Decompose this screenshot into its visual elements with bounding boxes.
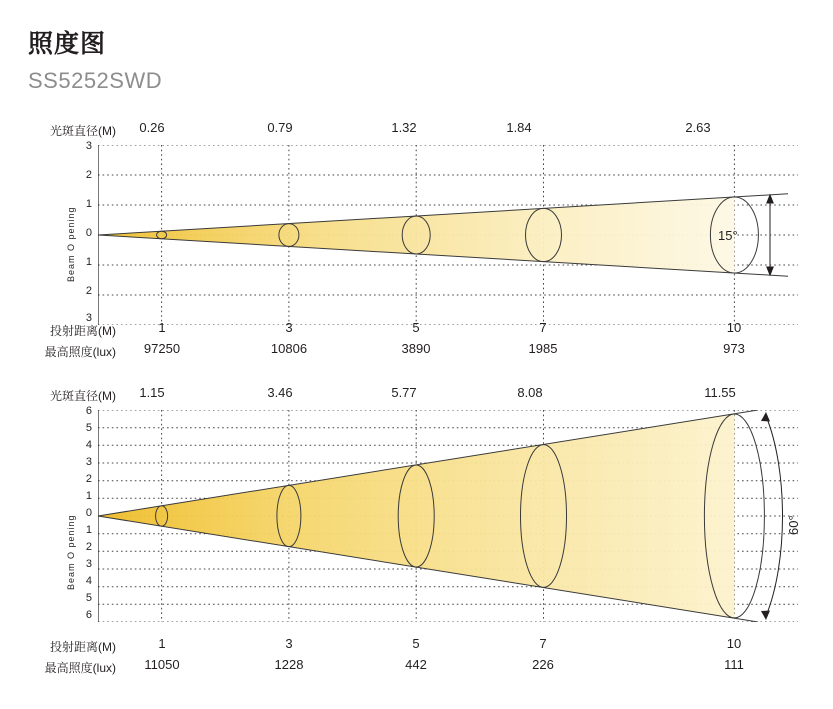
chart1-ytick-3-bottom: 3	[85, 312, 92, 324]
chart2-lux-4: 226	[532, 657, 554, 672]
chart2-lux-5: 111	[724, 657, 744, 672]
chart2-beam-cone	[98, 414, 734, 618]
chart2-lux-3: 442	[405, 657, 427, 672]
chart1-ytick-3-top: 3	[85, 140, 92, 152]
chart1-distance-5: 10	[726, 320, 742, 335]
chart2-max-lux-label: 最高照度(lux)	[44, 661, 116, 675]
chart2-ytick-3-bottom: 3	[85, 558, 92, 570]
page-title: 照度图	[28, 30, 107, 58]
chart2-ytick-5-bottom: 5	[85, 592, 92, 604]
chart1-beam-cone	[98, 197, 734, 273]
chart1-beam-diameter-value-2: 0.79	[267, 120, 293, 135]
chart2-ytick-3-top: 3	[85, 456, 92, 468]
chart1-lux-5: 973	[723, 341, 745, 356]
chart2-ytick-6-bottom: 6	[85, 609, 92, 621]
chart1-lux-3: 3890	[401, 341, 431, 356]
chart2-ytick-2-bottom: 2	[85, 541, 92, 553]
chart1-plot	[98, 145, 798, 325]
chart2-distance-3: 5	[412, 636, 420, 651]
chart1-ytick-2-bottom: 2	[85, 285, 92, 297]
chart2-beam-diameter-value-5: 11.55	[704, 385, 736, 400]
chart2-throw-distance-label: 投射距离(M)	[50, 640, 116, 654]
chart2-beam-diameter-value-2: 3.46	[267, 385, 293, 400]
chart1-distance-2: 3	[285, 320, 293, 335]
chart1-beam-diameter-value-4: 1.84	[506, 120, 532, 135]
chart2-plot	[98, 410, 798, 622]
chart2-ytick-6-top: 6	[85, 405, 92, 417]
chart1-beam-diameter-value-1: 0.26	[139, 120, 165, 135]
chart1-ytick-2-top: 2	[85, 169, 92, 181]
chart1-throw-distance-label: 投射距离(M)	[50, 324, 116, 338]
chart2-ytick-4-bottom: 4	[85, 575, 92, 587]
chart1-distance-1: 1	[158, 320, 166, 335]
chart1-distance-4: 7	[539, 320, 547, 335]
chart2-ytick-4-top: 4	[85, 439, 92, 451]
chart1-max-lux-label: 最高照度(lux)	[44, 345, 116, 359]
chart2-lux-1: 11050	[144, 657, 180, 672]
chart2-beam-diameter-label: 光斑直径(M)	[50, 389, 116, 403]
chart2-ytick-1-bottom: 1	[85, 524, 92, 536]
chart2-distance-2: 3	[285, 636, 293, 651]
chart1-lux-4: 1985	[528, 341, 558, 356]
chart1-distance-3: 5	[412, 320, 420, 335]
chart1-beam-diameter-value-5: 2.63	[685, 120, 711, 135]
chart1-lux-1: 97250	[143, 341, 181, 356]
chart2-beam-diameter-value-1: 1.15	[139, 385, 165, 400]
chart2-y-axis-label: Beam O pening	[66, 514, 76, 590]
chart1-beam-angle-label: 15°	[718, 228, 738, 243]
chart1-ytick-1-bottom: 1	[85, 256, 92, 268]
chart1-beam-diameter-value-3: 1.32	[391, 120, 417, 135]
chart1-ytick-1-top: 1	[85, 198, 92, 210]
chart2-beam-diameter-value-3: 5.77	[391, 385, 417, 400]
chart2-ytick-1-top: 1	[85, 490, 92, 502]
chart1-angle-arrow	[767, 195, 773, 275]
model-subtitle: SS5252SWD	[28, 68, 163, 93]
chart2-distance-5: 10	[726, 636, 742, 651]
chart2-distance-1: 1	[158, 636, 166, 651]
chart1-ytick-0: 0	[85, 227, 92, 239]
chart2-beam-diameter-value-4: 8.08	[517, 385, 543, 400]
chart2-ytick-5-top: 5	[85, 422, 92, 434]
chart1-lux-2: 10806	[270, 341, 308, 356]
chart1-y-axis-label: Beam O pening	[66, 206, 76, 282]
chart1-beam-diameter-label: 光斑直径(M)	[50, 124, 116, 138]
chart2-distance-4: 7	[539, 636, 547, 651]
chart-60-degree	[0, 375, 833, 695]
chart2-ytick-0: 0	[85, 507, 92, 519]
chart-15-degree	[0, 110, 833, 360]
chart2-ytick-2-top: 2	[85, 473, 92, 485]
chart2-lux-2: 1228	[274, 657, 304, 672]
chart2-beam-angle-label: 60°	[786, 515, 801, 535]
